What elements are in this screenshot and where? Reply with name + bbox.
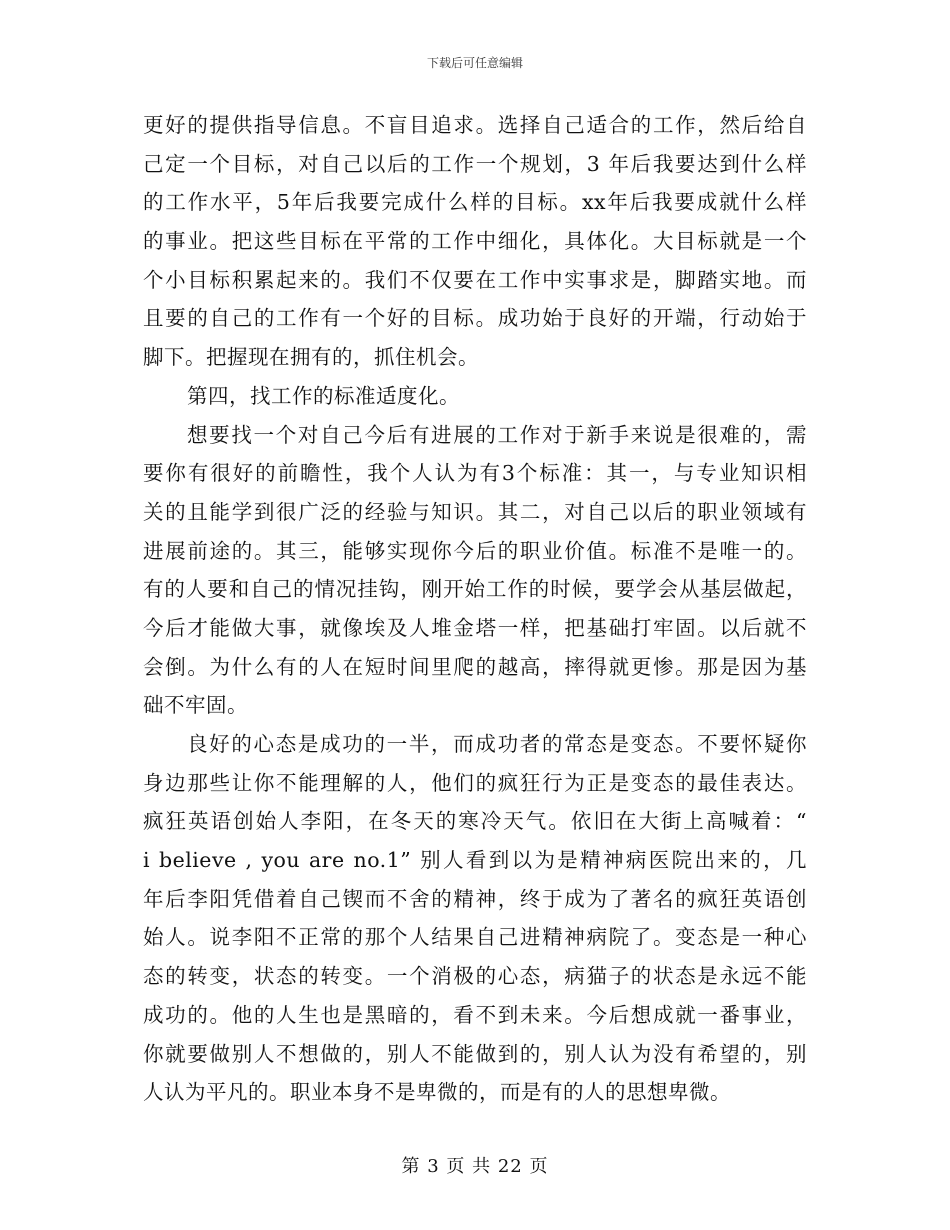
text-line: 有的人要和自己的情况挂钩，刚开始工作的时候，要学会从基层做起， <box>143 577 807 602</box>
text-line: 年后李阳凭借着自己锲而不舍的精神，终于成为了著名的疯狂英语创 <box>143 886 807 911</box>
text-line: 的事业。把这些目标在平常的工作中细化，具体化。大目标就是一个 <box>143 229 807 254</box>
text-line: 要你有很好的前瞻性，我个人认为有3个标准：其一，与专业知识相 <box>143 461 807 486</box>
text-line: 会倒。为什么有的人在短时间里爬的越高，摔得就更惨。那是因为基 <box>143 654 807 679</box>
text-line: 己定一个目标，对自己以后的工作一个规划，3 年后我要达到什么样 <box>143 151 807 176</box>
text-line: 你就要做别人不想做的，别人不能做到的，别人认为没有希望的，别 <box>143 1041 807 1066</box>
text-line: 第四，找工作的标准适度化。 <box>187 383 460 408</box>
text-line: 始人。说李阳不正常的那个人结果自己进精神病院了。变态是一种心 <box>143 925 807 950</box>
text-line: 成功的。他的人生也是黑暗的，看不到未来。今后想成就一番事业， <box>143 1002 807 1027</box>
page-header: 下载后可任意编辑 <box>426 56 523 70</box>
text-line: 关的且能学到很广泛的经验与知识。其二，对自己以后的职业领域有 <box>143 499 807 524</box>
text-line: 人认为平凡的。职业本身不是卑微的，而是有的人的思想卑微。 <box>143 1080 731 1105</box>
text-line: 疯狂英语创始人李阳，在冬天的寒冷天气。依旧在大街上高喊着：“ <box>143 809 807 834</box>
page-number: 第 3 页 共 22 页 <box>401 1156 549 1177</box>
document-body <box>143 106 807 1112</box>
text-line: 础不牢固。 <box>143 693 248 718</box>
text-line: 脚下。把握现在拥有的，抓住机会。 <box>143 345 479 370</box>
text-line: 更好的提供指导信息。不盲目追求。选择自己适合的工作，然后给自 <box>143 113 807 137</box>
text-line: 态的转变，状态的转变。一个消极的心态，病猫子的状态是永远不能 <box>143 964 807 989</box>
text-line: i believe , you are no.1” 别人看到以为是精神病医院出来的，几 <box>143 848 807 873</box>
text-line: 且要的自己的工作有一个好的目标。成功始于良好的开端，行动始于 <box>143 306 807 331</box>
text-line: 想要找一个对自己今后有进展的工作对于新手来说是很难的，需 <box>187 422 807 447</box>
text-line: 身边那些让你不能理解的人，他们的疯狂行为正是变态的最佳表达。 <box>143 770 807 795</box>
text-line: 今后才能做大事，就像埃及人堆金塔一样，把基础打牢固。以后就不 <box>143 615 807 640</box>
text-line: 良好的心态是成功的一半，而成功者的常态是变态。不要怀疑你 <box>187 732 807 756</box>
text-line: 的工作水平，5年后我要完成什么样的目标。xx年后我要成就什么样 <box>143 190 807 215</box>
text-line: 进展前途的。其三，能够实现你今后的职业价值。标准不是唯一的。 <box>143 538 807 563</box>
text-line: 个小目标积累起来的。我们不仅要在工作中实事求是，脚踏实地。而 <box>143 267 807 292</box>
